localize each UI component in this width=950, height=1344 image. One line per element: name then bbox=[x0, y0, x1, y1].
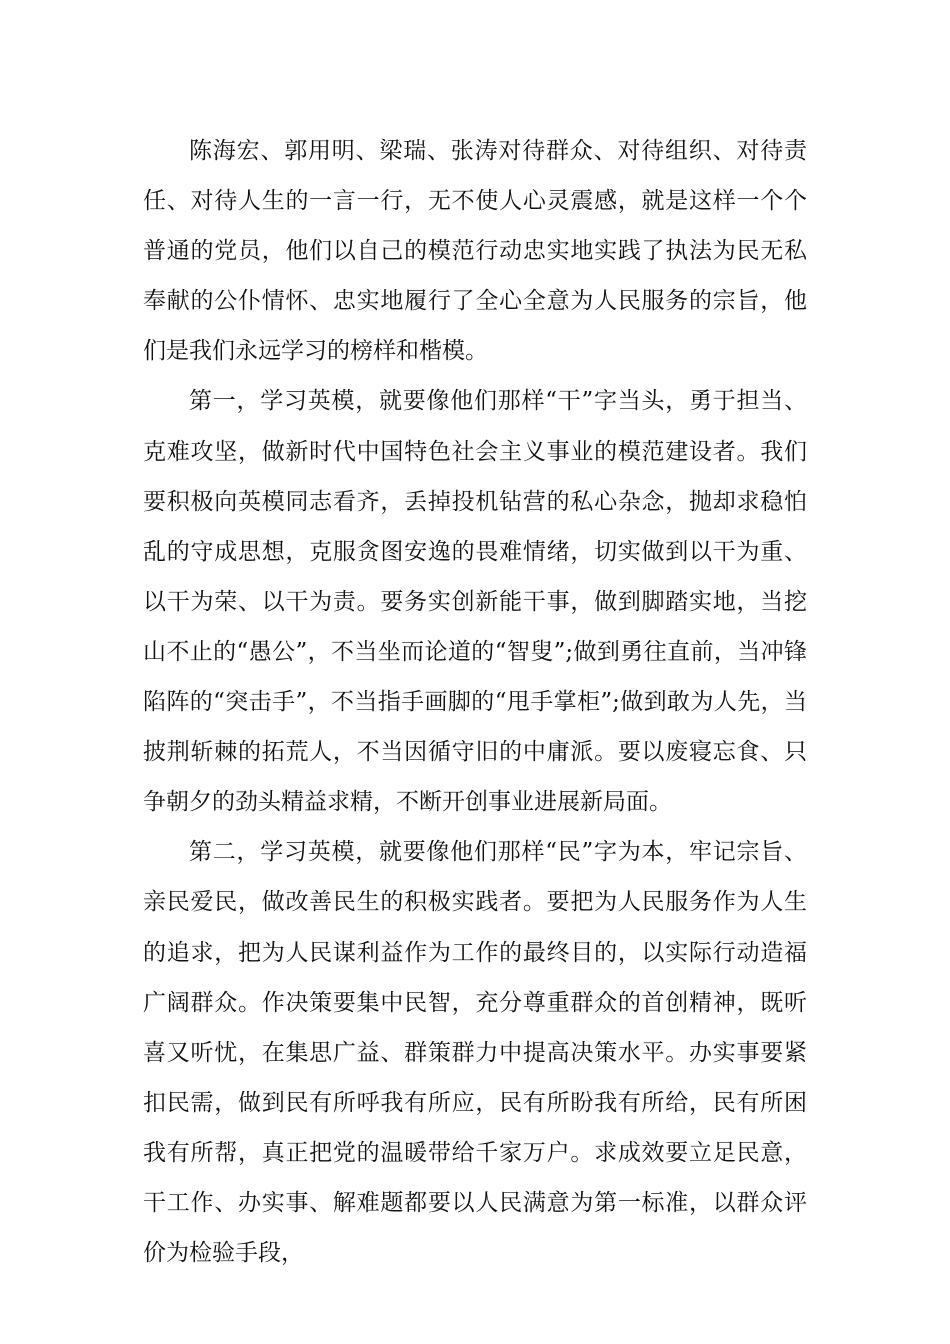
body-text bbox=[143, 126, 807, 1278]
paragraph-2: 第一，学习英模，就要像他们那样“干”字当头，勇于担当、克难攻坚，做新时代中国特色社会主义事业的模范建设者。我们要积极向英模同志看齐，丢掉投机钻营的私心杂念，抛却求稳怕乱的守成思想，克服贪图安逸的畏难情绪，切实做到以干为重、以干为荣、以干为责。要务实创新能干事，做到脚踏实地，当挖山不止的“愚公”，不当坐而论道的“智叟”;做到勇往直前，当冲锋陷阵的“突击手”，不当指手画脚的“甩手掌柜”;做到敢为人先，当披荆斩棘的拓荒人，不当因循守旧的中庸派。要以废寝忘食、只争朝夕的劲头精益求精，不断开创事业进展新局面。 bbox=[143, 388, 807, 816]
paragraph-1: 陈海宏、郭用明、梁瑞、张涛对待群众、对待组织、对待责任、对待人生的一言一行，无不使人心灵震感，就是这样一个个普通的党员，他们以自己的模范行动忠实地实践了执法为民无私奉献的公仆情怀、忠实地履行了全心全意为人民服务的宗旨，他们是我们永远学习的榜样和楷模。 bbox=[143, 138, 807, 365]
paragraph-3: 第二，学习英模，就要像他们那样“民”字为本，牢记宗旨、亲民爱民，做改善民生的积极实践者。要把为人民服务作为人生的追求，把为人民谋利益作为工作的最终目的，以实际行动造福广阔群众。作决策要集中民智，充分尊重群众的首创精神，既听喜又听忧，在集思广益、群策群力中提高决策水平。办实事要紧扣民需，做到民有所呼我有所应，民有所盼我有所给，民有所困我有所帮，真正把党的温暖带给千家万户。求成效要立足民意，干工作、办实事、解难题都要以人民满意为第一标准，以群众评价为检验手段， bbox=[143, 839, 807, 1267]
